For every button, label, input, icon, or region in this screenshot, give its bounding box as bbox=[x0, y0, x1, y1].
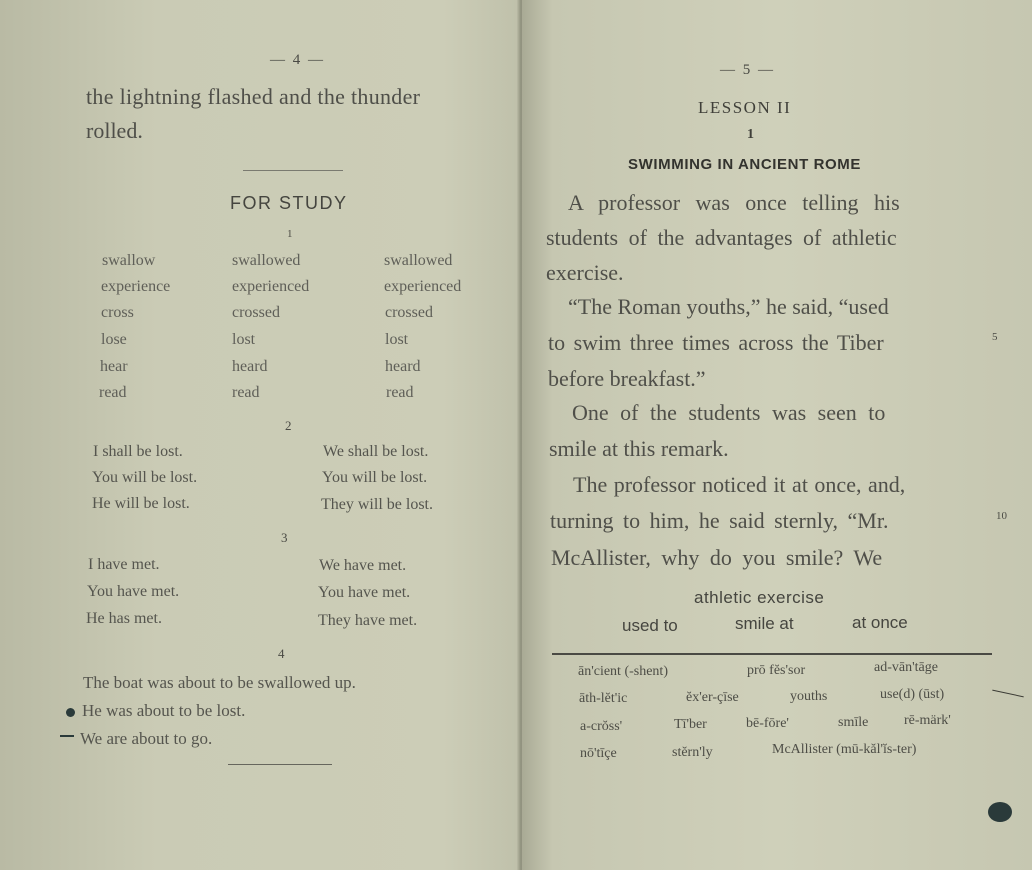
verb-past: read bbox=[232, 384, 260, 401]
story-line: to swim three times across the Tiber bbox=[548, 330, 884, 355]
pronunciation-word: āth-lĕt'ic bbox=[579, 691, 628, 706]
plural-form: We have met. bbox=[319, 557, 407, 574]
pronunciation-word: rē-märk' bbox=[904, 713, 951, 728]
singular-form: I shall be lost. bbox=[93, 443, 183, 460]
pronunciation-word: youths bbox=[790, 689, 828, 704]
singular-form: You will be lost. bbox=[92, 469, 198, 486]
verb-past: lost bbox=[232, 331, 256, 348]
story-line: exercise. bbox=[546, 260, 624, 285]
story-line: One of the students was seen to bbox=[572, 400, 886, 425]
verb-participle: crossed bbox=[385, 304, 433, 321]
pronunciation-word: nō'tīçe bbox=[580, 746, 617, 761]
plural-form: They have met. bbox=[318, 612, 418, 629]
verb-participle: experienced bbox=[384, 278, 462, 295]
continuation-line-1: the lightning flashed and the thunder bbox=[86, 84, 421, 109]
story-line: “The Roman youths,” he said, “used bbox=[568, 294, 889, 319]
verb-past: experienced bbox=[232, 278, 310, 295]
verb-base: lose bbox=[101, 331, 127, 348]
verb-past: crossed bbox=[232, 304, 280, 321]
section-label-1: 1 bbox=[287, 228, 293, 240]
verb-participle: lost bbox=[385, 331, 409, 348]
pronunciation-word: ad-vān'tāge bbox=[874, 660, 938, 675]
section-label-3: 3 bbox=[281, 530, 288, 545]
phrase: at once bbox=[852, 613, 908, 632]
line-number: 10 bbox=[996, 510, 1007, 522]
verb-participle: swallowed bbox=[384, 252, 453, 269]
singular-form: He has met. bbox=[86, 610, 162, 627]
plural-form: We shall be lost. bbox=[323, 443, 429, 460]
plural-form: They will be lost. bbox=[321, 496, 433, 513]
ink-mark bbox=[66, 708, 75, 717]
pronunciation-word: Tī'ber bbox=[674, 717, 707, 732]
pronunciation-word: ān'cient (-shent) bbox=[578, 664, 668, 679]
story-line: A professor was once telling his bbox=[568, 190, 900, 215]
about-to-sentence: The boat was about to be swallowed up. bbox=[83, 673, 356, 692]
story-line: turning to him, he said sternly, “Mr. bbox=[550, 508, 889, 533]
story-line: McAllister, why do you smile? We bbox=[551, 545, 883, 570]
section-label-4: 4 bbox=[278, 646, 285, 661]
phrases-line-1: athletic exercise bbox=[694, 588, 825, 607]
pronunciation-word: prō fĕs'sor bbox=[747, 663, 806, 678]
plural-form: You have met. bbox=[318, 584, 411, 601]
phrase: smile at bbox=[735, 614, 794, 633]
story-line: smile at this remark. bbox=[549, 436, 729, 461]
section-number: 1 bbox=[747, 127, 754, 142]
line-number: 5 bbox=[992, 331, 998, 343]
for-study-heading: FOR STUDY bbox=[230, 193, 348, 213]
verb-base: swallow bbox=[102, 252, 156, 269]
singular-form: He will be lost. bbox=[92, 495, 190, 512]
story-line: The professor noticed it at once, and, bbox=[573, 472, 906, 497]
phrase: used to bbox=[622, 616, 678, 635]
verb-past: swallowed bbox=[232, 252, 301, 269]
about-to-sentence: We are about to go. bbox=[80, 729, 213, 748]
story-title: SWIMMING IN ANCIENT ROME bbox=[628, 156, 861, 173]
verb-base: experience bbox=[101, 278, 171, 295]
verb-past: heard bbox=[232, 358, 268, 375]
section-divider bbox=[243, 170, 343, 171]
singular-form: You have met. bbox=[87, 583, 180, 600]
pronunciation-word: use(d) (ūst) bbox=[880, 687, 945, 702]
pronunciation-word: a-crŏss' bbox=[580, 719, 623, 734]
pronunciation-word: McAllister (mū-kăl'ĭs-ter) bbox=[772, 742, 917, 757]
verb-participle: read bbox=[386, 384, 414, 401]
ink-blot bbox=[988, 802, 1012, 822]
pronunciation-word: bē-fōre' bbox=[746, 716, 789, 731]
about-to-sentence: He was about to be lost. bbox=[82, 701, 246, 720]
section-label-2: 2 bbox=[285, 418, 292, 433]
singular-form: I have met. bbox=[88, 556, 160, 573]
verb-participle: heard bbox=[385, 358, 421, 375]
lesson-title: LESSON II bbox=[698, 98, 792, 117]
verb-base: read bbox=[99, 384, 127, 401]
page-number-right: — 5 — bbox=[720, 62, 775, 78]
verb-base: hear bbox=[100, 358, 128, 375]
plural-form: You will be lost. bbox=[322, 469, 428, 486]
pronunciation-rule bbox=[552, 653, 992, 655]
continuation-line-2: rolled. bbox=[86, 118, 143, 143]
end-rule bbox=[228, 764, 332, 765]
story-line: before breakfast.” bbox=[548, 366, 706, 391]
pronunciation-word: stĕrn'ly bbox=[672, 745, 713, 760]
verb-base: cross bbox=[101, 304, 134, 321]
right-page bbox=[522, 0, 1032, 870]
story-line: students of the advantages of athletic bbox=[546, 225, 897, 250]
pronunciation-word: ĕx'er-çīse bbox=[686, 690, 739, 705]
page-number-left: — 4 — bbox=[270, 52, 325, 68]
ink-dash bbox=[60, 735, 74, 737]
pronunciation-word: smīle bbox=[838, 715, 869, 730]
ink-stroke bbox=[992, 690, 1024, 698]
